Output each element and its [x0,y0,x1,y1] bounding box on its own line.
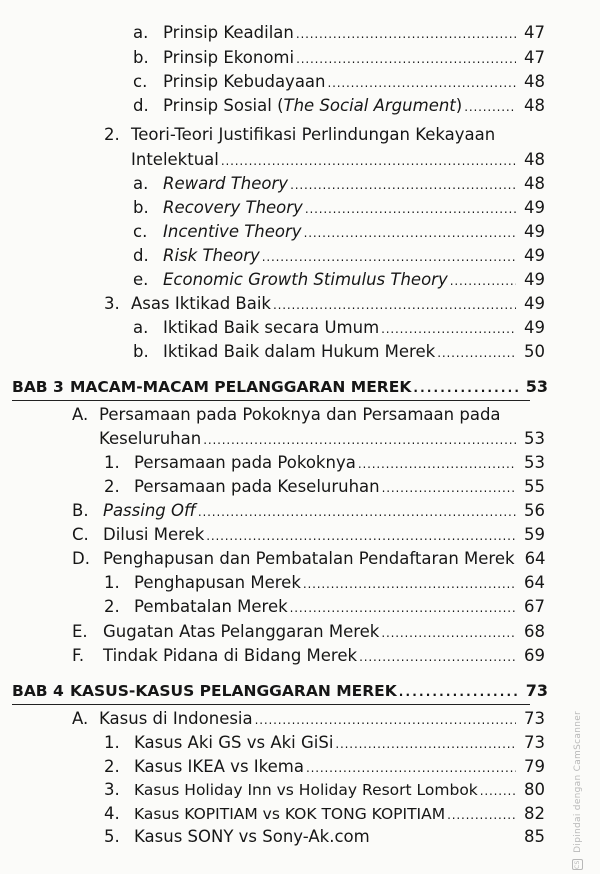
dot-leader [296,23,516,45]
toc-entry [104,779,545,802]
toc-entry [133,341,545,364]
toc-entry [72,500,545,523]
toc-entry [99,428,545,451]
entry-label: a. [133,318,149,337]
toc-entry [104,756,545,779]
entry-label: 2. [104,477,120,496]
toc-entry [72,548,545,571]
entry-page: 48 [524,150,545,169]
entry-page: 82 [524,804,545,823]
dot-leader [290,597,516,619]
entry-label: B. [72,501,89,520]
dot-leader [359,646,516,668]
entry-page: 80 [524,780,545,799]
entry-title-end: ) [455,96,463,115]
entry-label: d. [133,246,149,265]
toc-entry [133,173,545,196]
chapter-label: BAB 3 [12,378,64,396]
entry-label: 3. [104,294,120,313]
entry-page: 49 [524,294,545,313]
toc-entry [104,452,545,475]
entry-page: 53 [524,429,545,448]
entry-label: F. [72,646,85,665]
entry-title: Kasus IKEA vs Ikema [134,757,304,776]
dot-leader [382,477,516,499]
entry-title: Economic Growth Stimulus Theory [163,270,448,289]
entry-page: 67 [524,597,545,616]
dot-leader [206,525,516,547]
scanner-watermark [572,710,584,870]
entry-title-plain: Prinsip Sosial ( [163,96,284,115]
entry-title: Recovery Theory [163,198,303,217]
toc-entry [72,708,545,731]
entry-page: 69 [524,646,545,665]
chapter-title: KASUS-KASUS PELANGGARAN MEREK [70,682,397,700]
entry-label: 2. [104,597,120,616]
toc-entry [72,404,545,426]
entry-title: Keseluruhan [99,429,202,448]
toc-entry [133,245,545,268]
dot-leader [273,294,516,316]
entry-title: Persamaan pada Pokoknya dan Persamaan pada [99,405,501,424]
entry-label: d. [133,96,149,115]
entry-page: 48 [524,72,545,91]
entry-label: A. [72,709,89,728]
chapter-rule [12,400,530,401]
dot-leader [437,342,516,364]
entry-title-italic: The Social Argument [283,96,456,115]
toc-entry [104,732,545,755]
entry-title: Penghapusan dan Pembatalan Pendaftaran Merek [103,549,515,568]
entry-page: 48 [524,174,545,193]
entry-page: 49 [524,222,545,241]
entry-title: Iktikad Baik secara Umum [163,318,380,337]
entry-page: 55 [524,477,545,496]
toc-entry [104,826,545,849]
entry-label: b. [133,48,149,67]
entry-page: 79 [524,757,545,776]
entry-label: 2. [104,757,120,776]
dot-leader [335,733,516,755]
toc-entry [131,149,545,172]
toc-entry [104,124,545,146]
dot-leader [306,757,516,779]
entry-title: Kasus SONY vs Sony-Ak.com [134,827,370,846]
entry-title: Persamaan pada Keseluruhan [134,477,380,496]
toc-entry [133,269,545,292]
dot-leader [328,72,517,94]
entry-page: 64 [524,549,546,568]
entry-page: 49 [524,318,545,337]
dot-leader [304,222,516,244]
entry-title: Reward Theory [163,174,289,193]
dot-leader [413,377,519,399]
dot-leader [203,429,516,451]
dot-leader [381,318,516,340]
dot-leader [303,573,516,595]
dot-leader [447,804,516,826]
entry-page: 49 [524,198,545,217]
entry-label: A. [72,405,89,424]
toc-entry [133,317,545,340]
entry-title: Kasus di Indonesia [99,709,253,728]
chapter-heading [12,376,548,399]
chapter-rule [12,704,530,705]
chapter-title: MACAM-MACAM PELANGGARAN MEREK [70,378,412,396]
toc-entry [104,803,545,826]
entry-page: 47 [524,48,545,67]
entry-page: 47 [524,23,545,42]
entry-page: 85 [524,827,545,846]
entry-label: 2. [104,125,120,144]
entry-page: 53 [524,453,545,472]
toc-entry [133,47,545,70]
toc-entry [133,221,545,244]
dot-leader [381,622,516,644]
entry-page: 49 [524,270,545,289]
entry-page: 73 [524,733,545,752]
entry-title: Kasus KOPITIAM vs KOK TONG KOPITIAM [134,805,446,823]
entry-page: 59 [524,525,545,544]
chapter-label: BAB 4 [12,682,64,700]
entry-label: 1. [104,573,120,592]
dot-leader [358,453,516,475]
dot-leader [296,48,516,70]
toc-entry [72,524,545,547]
entry-title: Incentive Theory [163,222,302,241]
entry-page: 48 [524,96,545,115]
chapter-page: 53 [525,377,548,396]
entry-label: a. [133,174,149,193]
entry-label: 3. [104,780,120,799]
toc-entry [133,95,545,118]
entry-label: 1. [104,453,120,472]
chapter-heading [12,680,548,703]
toc-entry [104,293,545,316]
watermark-text: Dipindai dengan CamScanner [573,710,583,853]
entry-page: 56 [524,501,545,520]
entry-title: Kasus Aki GS vs Aki GiSi [134,733,334,752]
entry-title: Prinsip Ekonomi [163,48,295,67]
dot-leader [290,174,516,196]
camscanner-icon: CS [574,860,581,869]
entry-title: Asas Iktikad Baik [131,294,271,313]
toc-entry [133,71,545,94]
entry-label: c. [133,72,148,91]
entry-title: Kasus Holiday Inn vs Holiday Resort Lombok [134,781,478,799]
entry-label: 1. [104,733,120,752]
entry-label: E. [72,622,88,641]
toc-entry [104,476,545,499]
entry-page: 73 [524,709,545,728]
entry-title: Tindak Pidana di Bidang Merek [103,646,358,665]
dot-leader [450,270,516,292]
dot-leader [464,96,516,118]
entry-title: Gugatan Atas Pelanggaran Merek [103,622,380,641]
entry-label: C. [72,525,89,544]
entry-title: Passing Off [103,501,196,520]
entry-page: 68 [524,622,545,641]
entry-label: b. [133,198,149,217]
entry-title: Iktikad Baik dalam Hukum Merek [163,342,436,361]
dot-leader [255,709,516,731]
dot-leader [262,246,516,268]
toc-entry [104,572,545,595]
entry-label: 4. [104,804,120,823]
dot-leader [305,198,516,220]
entry-label: e. [133,270,149,289]
toc-entry [133,22,545,45]
entry-title: Prinsip Keadilan [163,23,294,42]
entry-title: Persamaan pada Pokoknya [134,453,356,472]
entry-title: Intelektual [131,150,219,169]
entry-label: a. [133,23,149,42]
entry-label: 5. [104,827,120,846]
entry-title: Penghapusan Merek [134,573,301,592]
toc-entry [104,596,545,619]
entry-label: D. [72,549,90,568]
entry-title: Risk Theory [163,246,260,265]
dot-leader [399,681,519,703]
entry-title: Prinsip Kebudayaan [163,72,326,91]
entry-title: Dilusi Merek [103,525,205,544]
toc-entry [133,197,545,220]
dot-leader [221,150,516,172]
chapter-page: 73 [525,681,548,700]
entry-page: 49 [524,246,545,265]
entry-page: 64 [524,573,545,592]
dot-leader [480,780,516,802]
entry-label: b. [133,342,149,361]
entry-title: Pembatalan Merek [134,597,288,616]
entry-title: Teori-Teori Justifikasi Perlindungan Kekayaan [131,125,496,144]
entry-page: 50 [524,342,545,361]
entry-title [163,95,462,117]
toc-entry [72,621,545,644]
entry-label: c. [133,222,148,241]
toc-entry [72,645,545,668]
dot-leader [198,501,516,523]
